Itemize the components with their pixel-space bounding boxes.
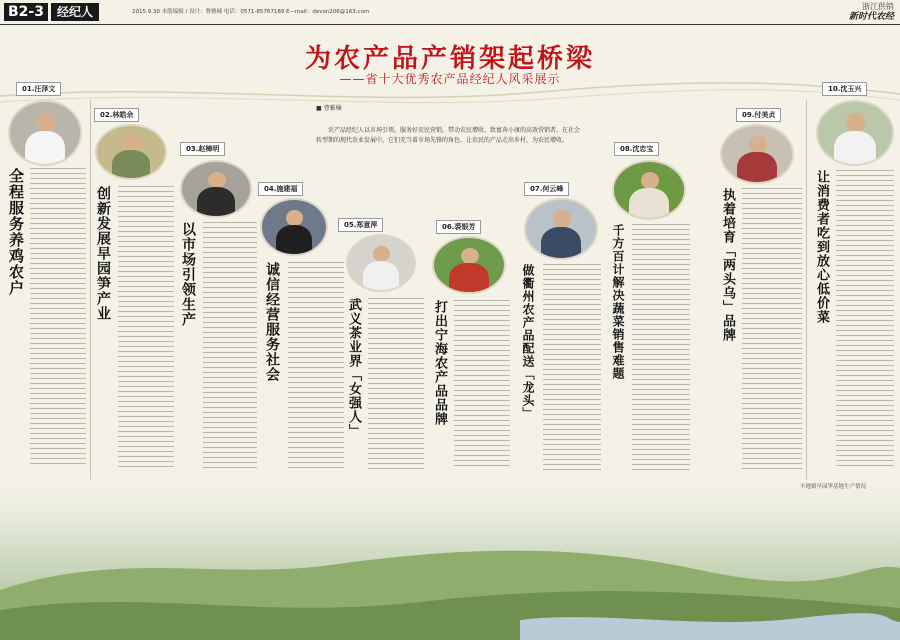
- profile-photo: [720, 124, 794, 184]
- article-text: [742, 188, 802, 470]
- profile-headline: 创新发展早园笋产业: [95, 186, 111, 321]
- profile-photo: [95, 124, 167, 180]
- profile-headline: 以市场引领生产: [180, 222, 196, 327]
- masthead: [849, 2, 894, 22]
- profile-headline: 全程服务养鸡农户: [7, 168, 25, 296]
- profile-number: 02.林皓余: [94, 108, 139, 122]
- article-text: [368, 298, 424, 470]
- article-text: [632, 224, 690, 470]
- profile-number: 05.郑意萍: [338, 218, 383, 232]
- landscape-photo: [0, 470, 900, 640]
- page-title: 为农产品产销架起桥梁: [304, 44, 595, 74]
- profile-photo: [180, 160, 252, 218]
- article-text: [118, 186, 174, 470]
- profile-photo: [8, 100, 82, 166]
- profile-number: 04.施建福: [258, 182, 303, 196]
- article-text: [30, 168, 86, 468]
- intro-paragraph: 农产品经纪人以市场引领，服务好农民营销，带动农民增收、致富奔小康的高效营销者。在社会转型期的现代农业发展中，它们充当着市场先锋的角色，让农民的产品走出乡村，为农民增收。: [316, 127, 581, 144]
- section-label: 经纪人: [51, 3, 99, 21]
- profile-headline: 执着培育「两头乌」品牌: [720, 188, 735, 342]
- profile-photo: [816, 100, 894, 166]
- profile-number: 10.沈玉兴: [822, 82, 867, 96]
- article-text: [454, 300, 510, 470]
- profile-number: 01.汪泽文: [16, 82, 61, 96]
- profile-number: 03.赵樟明: [180, 142, 225, 156]
- profile-headline: 武义茶业界「女强人」: [346, 298, 361, 438]
- article-text: [288, 262, 344, 470]
- page-tag: [4, 3, 99, 21]
- profile-headline: 诚信经营服务社会: [264, 262, 280, 382]
- article-text: [836, 170, 894, 470]
- profile-photo: [346, 234, 416, 292]
- article-text: [543, 264, 601, 470]
- landscape-illustration: [0, 470, 900, 640]
- page-number: B2-3: [4, 3, 48, 21]
- portrait: [37, 113, 55, 132]
- profile-headline: 打出宁海农产品品牌: [432, 300, 447, 426]
- profile-number: 07.何云峰: [524, 182, 569, 196]
- profile-photo: [524, 198, 598, 260]
- page-header: [0, 0, 900, 24]
- paper-brand: 新时代农经: [848, 12, 894, 22]
- profile-photo: [612, 160, 686, 220]
- paper-name: 浙江供销: [862, 2, 894, 11]
- profile-number: 06.裘银芳: [436, 220, 481, 234]
- profile-headline: 让消费者吃到放心低价菜: [814, 170, 829, 324]
- photo-caption: 丰地镇早园笋基地生产情况: [800, 484, 867, 490]
- profile-headline: 千方百计解决蔬菜销售难题: [611, 224, 625, 380]
- article-text: [203, 222, 257, 470]
- page-subtitle: ——省十大优秀农产品经纪人风采展示: [339, 72, 561, 86]
- edition-meta: 2015.9.30 本版编辑 / 设计：曹雅楠 电话：0571-85767189 E—mail：devon206@163.com: [132, 9, 370, 15]
- header-rule: [0, 24, 900, 25]
- profile-photo: [260, 198, 328, 256]
- decorative-wave: [0, 78, 900, 108]
- column-rule: [90, 100, 91, 480]
- profile-photo: [432, 236, 506, 294]
- profile-headline: 做衢州农产品配送「龙头」: [521, 264, 535, 420]
- column-rule: [806, 100, 807, 480]
- profile-number: 08.沈忠宝: [614, 142, 659, 156]
- profile-number: 09.付美贞: [736, 108, 781, 122]
- byline: ■ 曹雅楠: [316, 105, 342, 112]
